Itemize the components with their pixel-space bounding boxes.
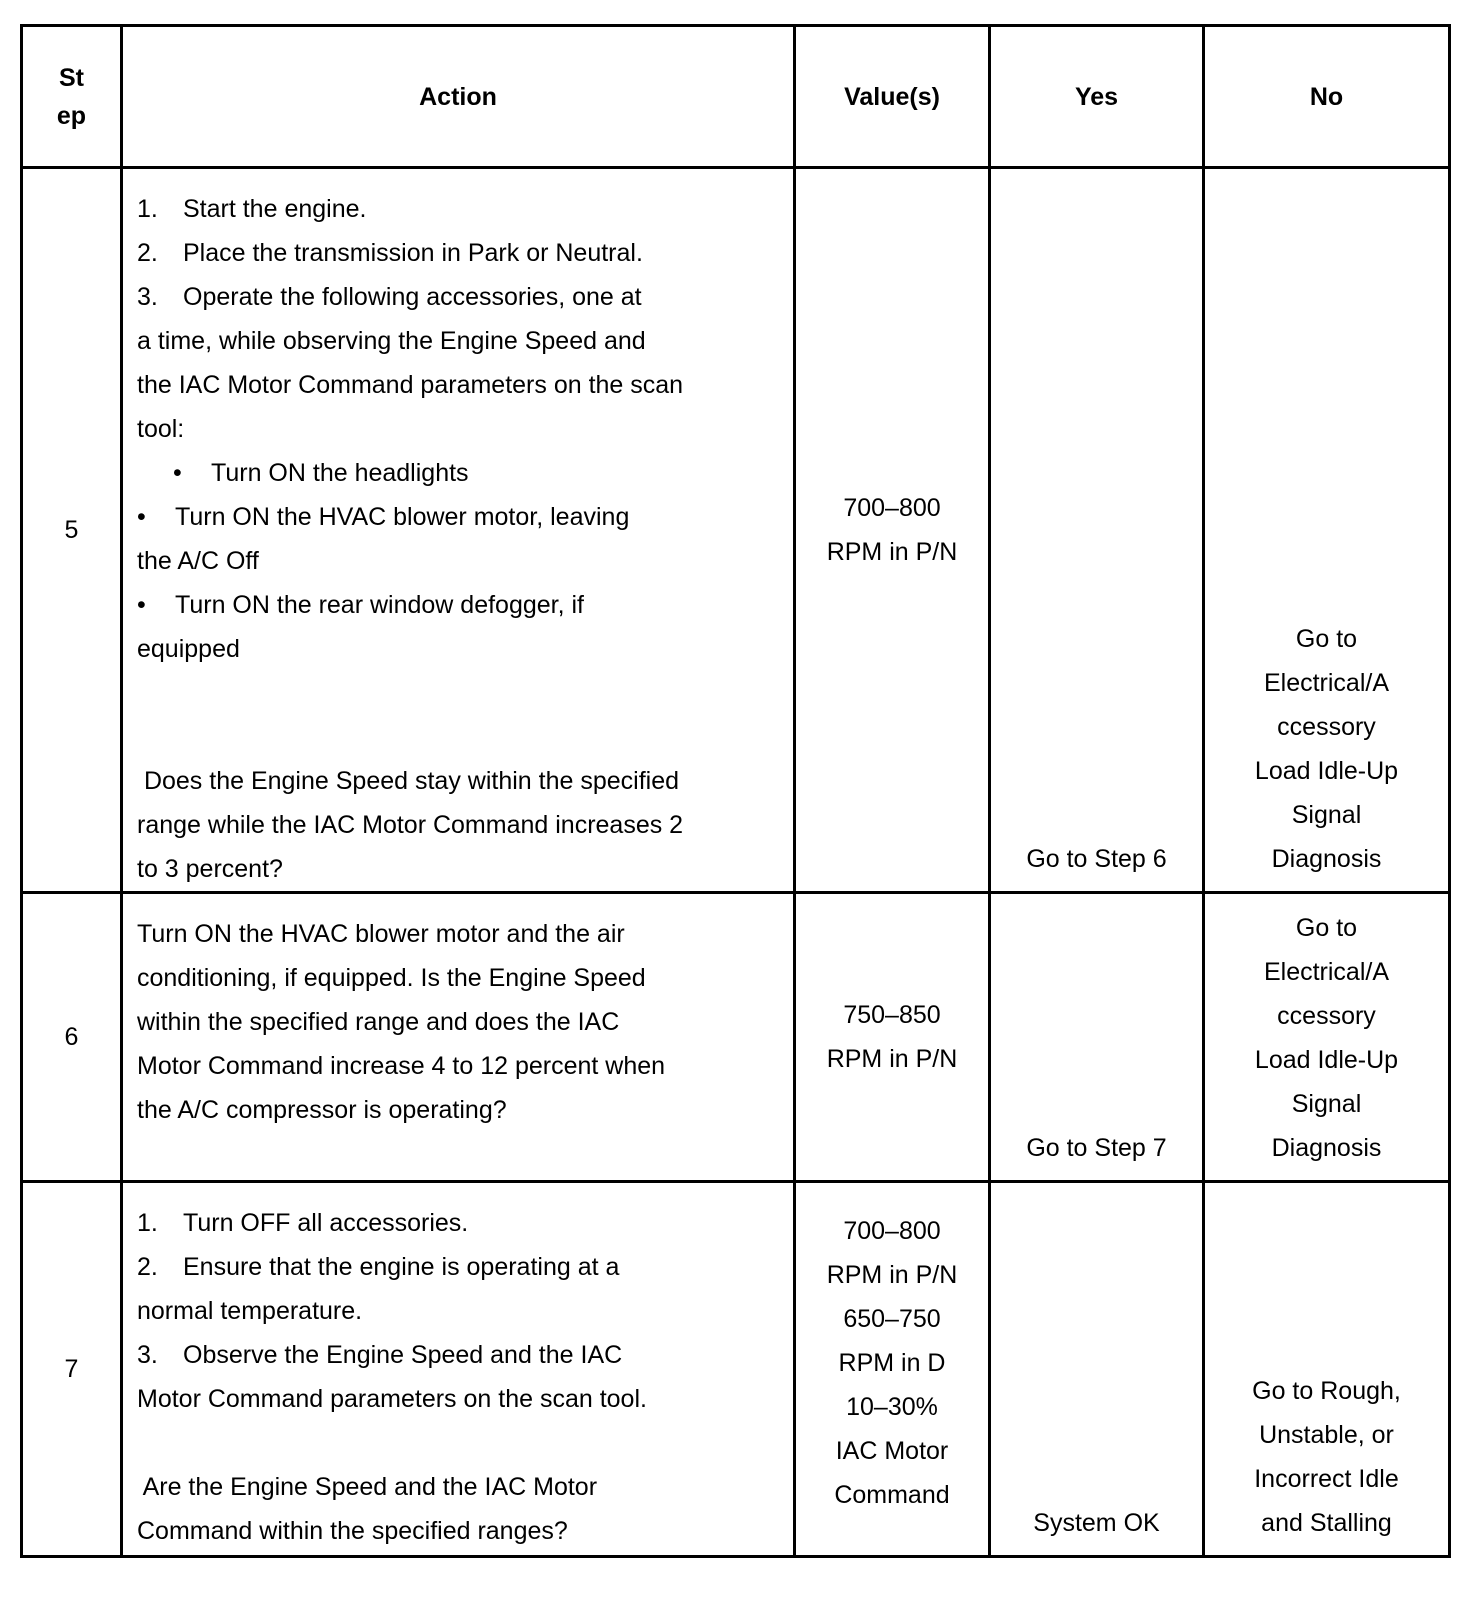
action-line: 2. Ensure that the engine is operating at a [137,1253,620,1281]
question-line: to 3 percent? [137,855,283,883]
bullet-icon: • [137,503,146,531]
bullet-item: • Turn ON the HVAC blower motor, leaving [137,495,781,539]
action-line: 3. Observe the Engine Speed and the IAC [137,1341,623,1369]
action-line: normal temperature. [137,1297,363,1325]
diagnostic-table [20,24,1451,1558]
yes-cell: System OK [990,1182,1204,1557]
bullet-icon: • [137,591,146,619]
bullet-icon: • [173,459,182,487]
header-yes: Yes [990,26,1204,168]
header-action: Action [122,26,795,168]
action-line: a time, while observing the Engine Speed and [137,327,646,355]
step-number: 6 [22,893,122,1182]
values-cell: 700–800 RPM in P/N [795,168,990,893]
no-cell: Go to Electrical/A ccessory Load Idle-Up Signal Diagnosis [1204,168,1450,893]
action-line: 2. Place the transmission in Park or Neutral. [137,239,643,267]
action-line: conditioning, if equipped. Is the Engine Speed [137,964,646,992]
action-line: Motor Command increase 4 to 12 percent when [137,1052,666,1080]
action-cell [122,1182,795,1557]
action-line: equipped [137,635,240,663]
action-line: 1. Turn OFF all accessories. [137,1209,469,1237]
no-cell: Go to Rough, Unstable, or Incorrect Idle and Stalling [1204,1182,1450,1557]
table-row [22,168,1450,893]
question-line: range while the IAC Motor Command increases 2 [137,811,684,839]
header-values: Value(s) [795,26,990,168]
step-number: 5 [22,168,122,893]
no-cell: Go to Electrical/A ccessory Load Idle-Up Signal Diagnosis [1204,893,1450,1182]
question-line: Does the Engine Speed stay within the specified [137,767,680,795]
action-line: Motor Command parameters on the scan tool. [137,1385,647,1413]
action-cell [122,893,795,1182]
action-line: within the specified range and does the IAC [137,1008,620,1036]
question-line: Command within the specified ranges? [137,1517,568,1545]
action-line: the A/C compressor is operating? [137,1096,507,1124]
action-line: Turn ON the HVAC blower motor and the air [137,920,625,948]
header-no: No [1204,26,1450,168]
values-cell: 750–850 RPM in P/N [795,893,990,1182]
action-line: tool: [137,415,185,443]
values-cell: 700–800 RPM in P/N 650–750 RPM in D 10–30% IAC Motor Command [795,1182,990,1557]
question-line: Are the Engine Speed and the IAC Motor [137,1473,598,1501]
table-row [22,1182,1450,1557]
action-line: 1. Start the engine. [137,195,367,223]
table-header-row [22,26,1450,168]
action-cell [122,168,795,893]
action-line: the A/C Off [137,547,259,575]
yes-cell: Go to Step 7 [990,893,1204,1182]
header-step: St ep [22,26,122,168]
step-number: 7 [22,1182,122,1557]
yes-cell: Go to Step 6 [990,168,1204,893]
table-row [22,893,1450,1182]
action-line: the IAC Motor Command parameters on the scan [137,371,684,399]
bullet-item: • Turn ON the headlights [137,451,781,495]
action-line: 3. Operate the following accessories, one at [137,283,642,311]
bullet-item: • Turn ON the rear window defogger, if [137,583,781,627]
